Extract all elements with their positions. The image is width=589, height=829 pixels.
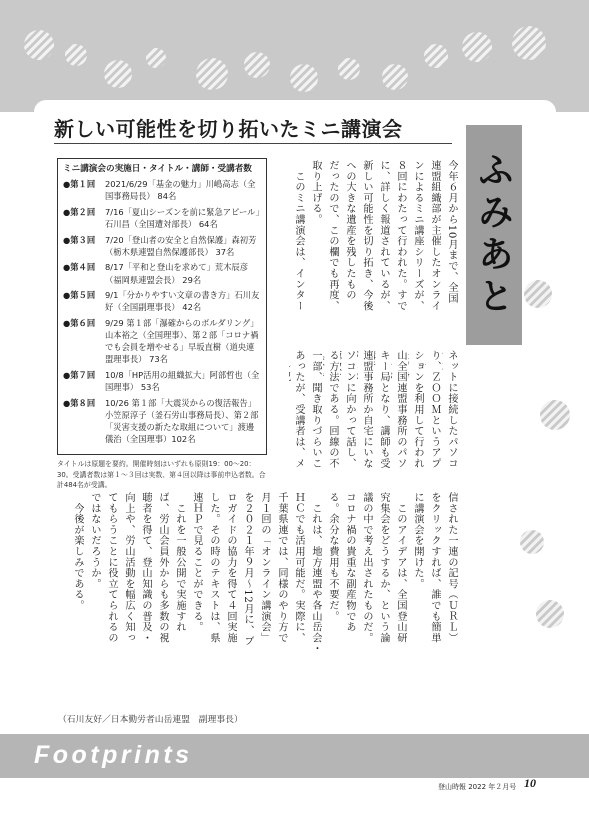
decor-circle — [536, 600, 564, 628]
text-column: した。その時のテキストは、県 — [208, 492, 219, 644]
text-column: 新しい可能性を切り拓き、今後 — [361, 160, 372, 312]
decor-circle — [424, 44, 448, 68]
text-column: への大きな遺産を残したもの — [344, 160, 355, 301]
decor-circle — [146, 48, 166, 68]
list-item-number: ●第８回 — [63, 397, 96, 408]
list-item-desc: 2021/6/29「基金の魅力」川嶋高志（全国事務局長） 84名 — [105, 179, 256, 202]
decor-circle — [382, 64, 408, 90]
decor-circle — [244, 52, 270, 78]
lecture-list-box — [57, 158, 267, 455]
text-column: ションを利用して行われ — [412, 350, 423, 469]
article-title: 新しい可能性を切り拓いたミニ講演会 — [54, 117, 403, 141]
decor-circle — [196, 58, 228, 90]
header-band — [0, 0, 589, 112]
list-item — [63, 289, 261, 313]
text-column: 聴者を得て、登山知識の普及・ — [140, 492, 151, 644]
decor-circle — [512, 26, 546, 60]
decor-circle — [524, 280, 552, 308]
text-column: 山全国連盟事務所のパソ — [395, 350, 406, 469]
text-column: これは、地方連盟や各山岳会・ — [310, 492, 321, 654]
footer-word: Footprints — [34, 741, 193, 769]
decor-circle — [338, 58, 360, 80]
box-note: タイトルは原題を要約。開催時刻はいずれも原則19：00～20：30。受講者数は第１～３回は実数、第４回以降は事前申込者数。合計484名が受講。 — [57, 460, 266, 489]
text-column: 一部、聞き取りづらいこ — [310, 350, 321, 469]
list-item-desc: 9/1「分かりやすい文章の書き方」石川友好（全国副理事長） 42名 — [105, 290, 260, 313]
list-item-number: ●第７回 — [63, 369, 96, 380]
text-column: 議の中で考え出されたものだ。 — [361, 492, 372, 644]
text-column: 月１回の「オンライン講演会」 — [259, 492, 270, 644]
author-credit: （石川友好／日本勤労者山岳連盟 副理事長） — [58, 715, 243, 725]
issue-info: 登山時報 2022 年２月号 — [438, 783, 517, 791]
decor-circle — [540, 400, 570, 430]
text-column: 今後が楽しみである。 — [72, 492, 83, 611]
list-item — [63, 234, 261, 258]
text-column: 連盟事務所か自宅にいな — [361, 350, 372, 469]
text-column: 向上や、労山活動を幅広く知っ — [123, 492, 134, 644]
text-column: 今年６月から10月まで、全国 — [446, 160, 457, 304]
text-column: これを一般公開で実施すれ — [174, 492, 185, 633]
text-column: 取り上げる。 — [310, 160, 321, 225]
list-item-number: ●第４回 — [63, 262, 96, 273]
list-item-desc: 7/20「登山者の安全と自然保護」森初芳（栃木県連盟自然保護部長） 37名 — [105, 234, 257, 257]
box-title: ミニ講演会の実施日・タイトル・講師・受講者数 — [63, 164, 252, 174]
text-column: ではないだろうか。 — [89, 492, 100, 590]
list-item — [63, 317, 261, 365]
list-item — [63, 369, 261, 393]
list-item-number: ●第１回 — [63, 179, 96, 190]
text-column: を２０２１年９月～12月に、ブ — [242, 492, 253, 647]
list-item-number: ●第６回 — [63, 318, 96, 328]
list-item — [63, 178, 261, 202]
text-column: 連盟組織部が主催したオンライ — [429, 160, 440, 312]
list-item — [63, 397, 261, 445]
list-item-number: ●第５回 — [63, 290, 96, 301]
title-rule — [54, 143, 452, 144]
list-item — [63, 206, 261, 230]
list-item-desc: 8/17「平和と登山を求めて」荒木辰彦（福岡県連盟会長） 29名 — [105, 262, 249, 285]
text-column: 千葉県連では、同様のやり方で — [276, 492, 287, 644]
column-name: ふみあと — [466, 125, 522, 345]
text-column: ＨＣでも活用可能だ。実際に、 — [293, 492, 304, 644]
text-column: だったので、この欄でも再度、 — [327, 160, 338, 312]
text-column: てもらうことに役立てられるの — [106, 492, 117, 644]
text-column: る方法である。回線の不 — [327, 350, 338, 469]
text-column: コロナ禍の貴重な副産物であ — [344, 492, 355, 633]
list-item-desc: 10/8「HP活用の組織拡大」阿部哲也（全国理事） 53名 — [105, 369, 260, 393]
text-column: る。余分な費用も不要だ。 — [327, 492, 338, 622]
text-column: このミニ講演会は、インター — [293, 160, 304, 312]
text-column: 究集会をどうするか、という論 — [378, 492, 389, 644]
text-column: ソコンに向かって話し、 — [344, 350, 355, 469]
text-column: ネットに接続したパソコ — [446, 350, 457, 469]
text-column: に講演会を開けた。 — [412, 492, 423, 590]
text-column: をクリックすれば、誰でも簡単 — [429, 492, 440, 644]
text-column: ば、労山会員外からも多数の視 — [157, 492, 168, 644]
decor-circle — [24, 30, 54, 60]
text-column: ンによるミニ講座シリーズが、 — [412, 160, 423, 312]
list-item — [63, 261, 261, 285]
text-column: このアイデアは、全国登山研 — [395, 492, 406, 644]
page-number: 10 — [524, 776, 536, 790]
decor-circle — [104, 60, 132, 88]
text-column: ８回にわたって行われた。すで — [395, 160, 406, 312]
text-column: 連ＨＰで見ることができる。 — [191, 492, 202, 633]
decor-circle — [290, 64, 318, 92]
list-item-desc: 10/26 第１部「大震災からの復活報告」小笠原淳子（釜石労山事務局長）、第２部「災害支援の新たな取組について」渡邊儀治（全国理事）102名 — [105, 397, 259, 445]
text-column: ロガイドの協力を得て４回実施 — [225, 492, 236, 644]
text-column: 信された一連の記号（ＵＲＬ） — [446, 492, 457, 644]
list-item-number: ●第２回 — [63, 206, 96, 217]
decor-circle — [462, 32, 492, 62]
list-item-desc: 7/16「夏山シーズンを前に緊急アピール」石川昌（全国遭対部長） 64名 — [105, 206, 260, 229]
text-column: り、ＺＯＯＭというアプ — [429, 350, 440, 469]
list-item-desc: 9/29 第１部「瀑確からのボルダリング」山本裕之（全国理事）、第２部「コロナ禍でも会員を増やせる」早坂直樹（道央連盟理事長） 73名 — [105, 318, 259, 365]
text-column: に、詳しく報道されているが、 — [378, 160, 389, 312]
text-column: キー局となり、講師も受 — [378, 350, 389, 469]
text-column: あったが、受講者は、メ — [293, 350, 304, 469]
decor-circle — [65, 44, 87, 66]
decor-circle — [520, 530, 544, 554]
list-item-number: ●第３回 — [63, 234, 96, 245]
